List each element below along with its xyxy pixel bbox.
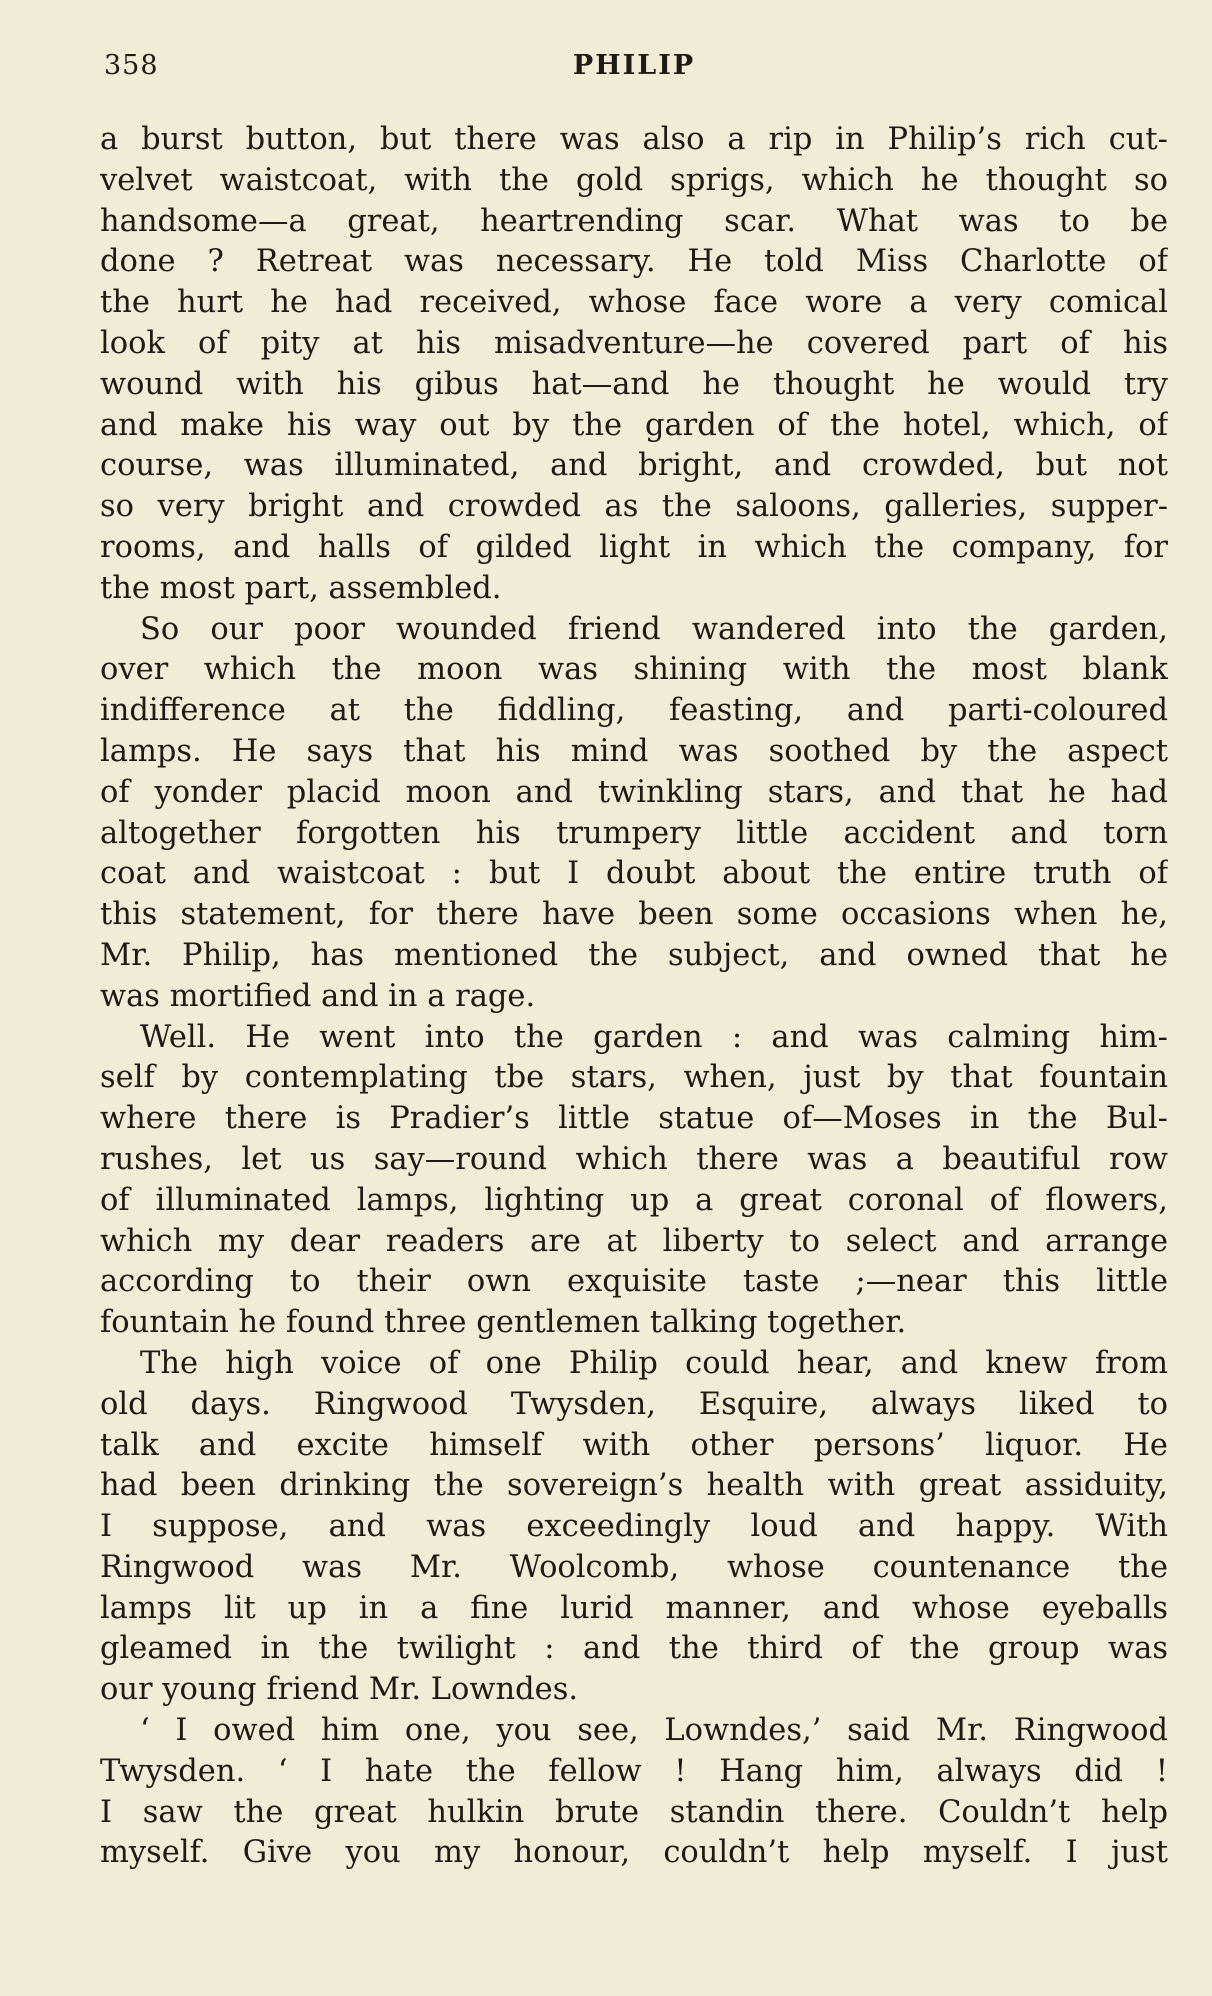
text-line: where there is Pradier’s little statue of—Moses in the Bul- <box>100 1101 1168 1137</box>
text-line: altogether forgotten his trumpery little accident and torn <box>100 815 1168 851</box>
text-line: had been drinking the sovereign’s health with great assiduity, <box>100 1468 1168 1504</box>
text-line: Mr. Philip, has mentioned the subject, and owned that he <box>100 937 1168 973</box>
text-line: lamps lit up in a fine lurid manner, and whose eyeballs <box>100 1590 1168 1626</box>
text-line: which my dear readers are at liberty to select and arrange <box>100 1223 1168 1259</box>
text-line: I saw the great hulkin brute standin there. Couldn’t help <box>100 1794 1168 1830</box>
page-number: 358 <box>104 50 159 81</box>
text-line: The high voice of one Philip could hear, and knew from <box>140 1345 1168 1381</box>
text-line: a burst button, but there was also a rip in Philip’s rich cut- <box>100 122 1168 157</box>
text-line: course, was illuminated, and bright, and crowded, but not <box>100 448 1168 484</box>
text-line: indifference at the fiddling, feasting, and parti-coloured <box>100 693 1168 729</box>
text-line: of yonder placid moon and twinkling stars, and that he had <box>100 774 1168 810</box>
text-line: and make his way out by the garden of the hotel, which, of <box>100 407 1168 443</box>
text-line: the most part, assembled. <box>100 570 502 606</box>
text-line: So our poor wounded friend wandered into the garden, <box>140 611 1168 647</box>
text-line: lamps. He says that his mind was soothed by the aspect <box>100 733 1168 769</box>
text-line: of illuminated lamps, lighting up a great coronal of flowers, <box>100 1182 1168 1218</box>
text-line: according to their own exquisite taste ;—near this little <box>100 1264 1168 1300</box>
text-line: gleamed in the twilight : and the third of the group was <box>100 1631 1168 1667</box>
text-line: fountain he found three gentlemen talking together. <box>100 1305 907 1341</box>
text-line: velvet waistcoat, with the gold sprigs, which he thought so <box>100 162 1168 198</box>
text-line: over which the moon was shining with the most blank <box>100 652 1168 688</box>
text-line: so very bright and crowded as the saloons, galleries, supper- <box>100 489 1168 525</box>
running-title: PHILIP <box>572 50 696 81</box>
text-line: myself. Give you my honour, couldn’t help myself. I just <box>100 1835 1168 1871</box>
text-line: ‘ I owed him one, you see, Lowndes,’ said Mr. Ringwood <box>140 1713 1168 1749</box>
text-line: look of pity at his misadventure—he covered part of his <box>100 325 1168 361</box>
text-line: rooms, and halls of gilded light in which the company, for <box>100 529 1168 565</box>
text-line: Well. He went into the garden : and was calming him- <box>140 1019 1168 1055</box>
text-line: our young friend Mr. Lowndes. <box>100 1672 579 1708</box>
text-line: wound with his gibus hat—and he thought he would try <box>100 366 1168 402</box>
text-line: Twysden. ‘ I hate the fellow ! Hang him, always did ! <box>100 1753 1168 1789</box>
text-line: was mortified and in a rage. <box>100 978 536 1014</box>
page-header <box>100 50 1168 90</box>
text-line: Ringwood was Mr. Woolcomb, whose countenance the <box>100 1549 1168 1585</box>
text-line: handsome—a great, heartrending scar. What was to be <box>100 203 1168 239</box>
text-line: I suppose, and was exceedingly loud and happy. With <box>100 1509 1168 1545</box>
text-line: talk and excite himself with other persons’ liquor. He <box>100 1427 1168 1463</box>
text-line: the hurt he had received, whose face wore a very comical <box>100 285 1168 321</box>
text-line: old days. Ringwood Twysden, Esquire, always liked to <box>100 1386 1168 1422</box>
body-text <box>100 120 1168 1874</box>
text-line: this statement, for there have been some occasions when he, <box>100 897 1168 933</box>
text-line: rushes, let us say—round which there was a beautiful row <box>100 1141 1168 1177</box>
text-line: coat and waistcoat : but I doubt about the entire truth of <box>100 856 1168 892</box>
text-line: done ? Retreat was necessary. He told Miss Charlotte of <box>100 244 1168 280</box>
text-line: self by contemplating tbe stars, when, just by that fountain <box>100 1060 1168 1096</box>
